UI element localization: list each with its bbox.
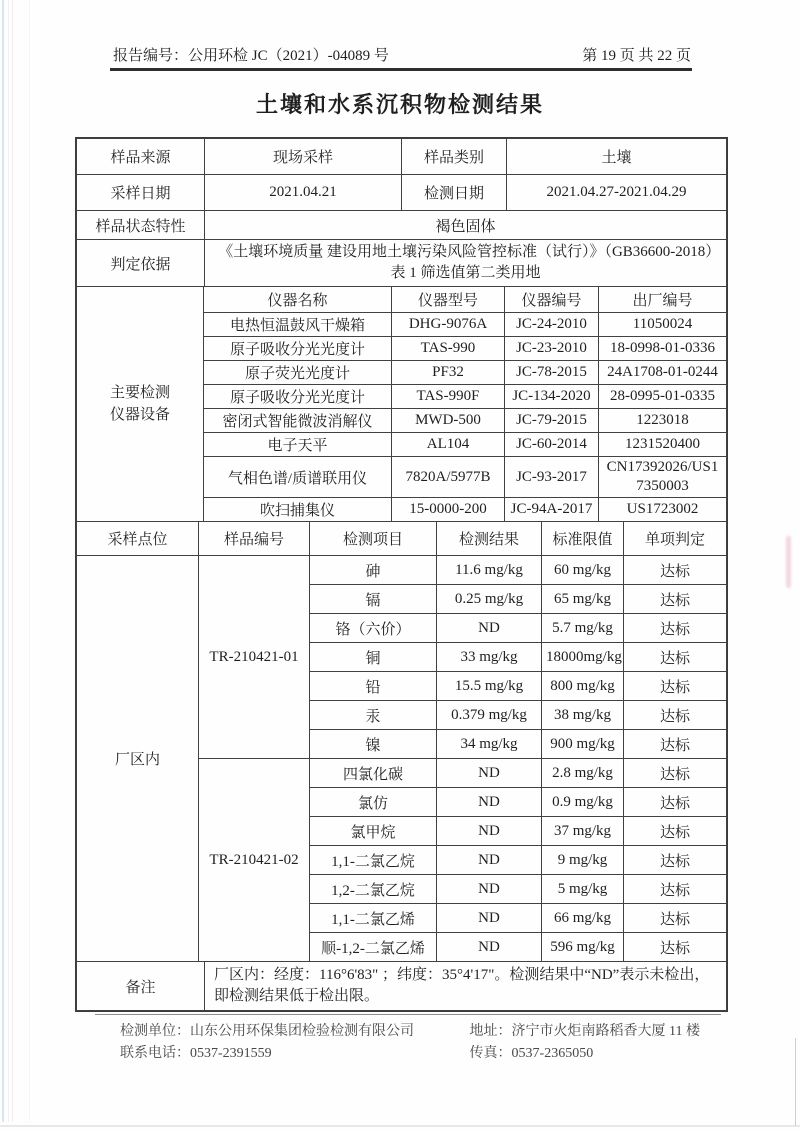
sample-info-row (77, 139, 727, 175)
judgment-cell: 达标 (624, 614, 727, 643)
instrument-model-cell: 15-0000-200 (392, 498, 505, 522)
standard-limit-cell: 900 mg/kg (542, 730, 624, 759)
test-item-cell: 四氯化碳 (310, 759, 437, 788)
judgment-cell: 达标 (624, 672, 727, 701)
instrument-serial-cell: JC-78-2015 (505, 361, 599, 385)
detection-results-table (76, 521, 727, 962)
instrument-serial-cell: JC-24-2010 (505, 313, 599, 337)
test-item-cell: 汞 (310, 701, 437, 730)
remark-label: 备注 (77, 962, 205, 1011)
test-result-cell: ND (437, 875, 542, 904)
test-item-cell: 1,2-二氯乙烷 (310, 875, 437, 904)
sampling-location-cell: 厂区内 (77, 556, 199, 962)
value-cell: 2021.04.21 (205, 175, 402, 211)
instrument-name-cell: 气相色谱/质谱联用仪 (204, 457, 392, 498)
standard-limit-cell: 800 mg/kg (542, 672, 624, 701)
test-result-cell: ND (437, 614, 542, 643)
judgment-cell: 达标 (624, 788, 727, 817)
instrument-model-cell: PF32 (392, 361, 505, 385)
judgment-cell: 达标 (624, 875, 727, 904)
standard-limit-cell: 18000mg/kg (542, 643, 624, 672)
test-result-cell: 15.5 mg/kg (437, 672, 542, 701)
report-header (113, 44, 691, 65)
test-item-cell: 镍 (310, 730, 437, 759)
instrument-serial-cell: JC-23-2010 (505, 337, 599, 361)
test-item-cell: 铬（六价） (310, 614, 437, 643)
test-item-cell: 顺-1,2-二氯乙烯 (310, 933, 437, 962)
column-header: 出厂编号 (599, 287, 727, 313)
section-label-line: 主要检测 (109, 385, 170, 401)
instrument-model-cell: AL104 (392, 433, 505, 457)
column-header: 检测项目 (310, 522, 437, 556)
instrument-model-cell: MWD-500 (392, 409, 505, 433)
column-header: 检测结果 (437, 522, 542, 556)
test-result-cell: 34 mg/kg (437, 730, 542, 759)
instrument-name-cell: 电子天平 (204, 433, 392, 457)
label-cell: 检测日期 (402, 175, 507, 211)
factory-serial-cell: 1231520400 (599, 433, 727, 457)
factory-serial-cell: 28-0995-01-0335 (599, 385, 727, 409)
factory-serial-cell: 11050024 (599, 313, 727, 337)
judgment-cell: 达标 (624, 817, 727, 846)
instrument-name-cell: 密闭式智能微波消解仪 (204, 409, 392, 433)
test-item-cell: 氯甲烷 (310, 817, 437, 846)
scan-artifact-ink-bleed (786, 536, 791, 588)
label-cell: 样品来源 (77, 139, 205, 175)
column-header: 单项判定 (624, 522, 727, 556)
instrument-model-cell: TAS-990 (392, 337, 505, 361)
column-header: 样品编号 (199, 522, 310, 556)
instrument-model-cell: DHG-9076A (392, 313, 505, 337)
header-rule (110, 68, 692, 71)
test-result-cell: 0.25 mg/kg (437, 585, 542, 614)
test-result-cell: ND (437, 788, 542, 817)
standard-limit-cell: 5.7 mg/kg (542, 614, 624, 643)
label-cell: 判定依据 (77, 240, 205, 287)
test-result-cell: ND (437, 817, 542, 846)
sample-state-row (77, 211, 727, 240)
standard-limit-cell: 38 mg/kg (542, 701, 624, 730)
label-cell: 样品状态特性 (77, 211, 205, 240)
column-header: 仪器编号 (505, 287, 599, 313)
instrument-name-cell: 原子荧光光度计 (204, 361, 392, 385)
test-result-cell: 33 mg/kg (437, 643, 542, 672)
column-header: 采样点位 (77, 522, 199, 556)
label-cell: 样品类别 (402, 139, 507, 175)
instrument-serial-cell: JC-79-2015 (505, 409, 599, 433)
value-cell: 土壤 (507, 139, 727, 175)
footer-phone: 联系电话：0537-2391559 (120, 1046, 272, 1061)
test-result-cell: ND (437, 904, 542, 933)
document-title: 土壤和水系沉积物检测结果 (255, 92, 544, 117)
test-item-cell: 铜 (310, 643, 437, 672)
remark-row (77, 962, 727, 1011)
instrument-model-cell: 7820A/5977B (392, 457, 505, 498)
instrument-serial-cell: JC-93-2017 (505, 457, 599, 498)
instruments-table (76, 286, 727, 522)
factory-serial-cell: 1223018 (599, 409, 727, 433)
scan-artifact-right-line (795, 1038, 796, 1126)
instrument-serial-cell: JC-60-2014 (505, 433, 599, 457)
judgment-basis-row (77, 240, 727, 287)
standard-limit-cell: 9 mg/kg (542, 846, 624, 875)
factory-serial-cell: 18-0998-01-0336 (599, 337, 727, 361)
sample-id-cell: TR-210421-01 (199, 556, 310, 759)
value-cell: 2021.04.27-2021.04.29 (507, 175, 727, 211)
label-cell: 采样日期 (77, 175, 205, 211)
judgment-cell: 达标 (624, 759, 727, 788)
scan-artifact-left-edge (0, 0, 34, 1122)
column-header: 仪器名称 (204, 287, 392, 313)
column-header: 仪器型号 (392, 287, 505, 313)
test-result-cell: ND (437, 846, 542, 875)
judgment-cell: 达标 (624, 730, 727, 759)
test-item-cell: 1,1-二氯乙烷 (310, 846, 437, 875)
footer-address: 地址：济宁市火炬南路稻香大厦 11 楼 (469, 1024, 701, 1039)
page-number: 第 19 页 共 22 页 (582, 48, 691, 64)
factory-serial-cell: 24A1708-01-0244 (599, 361, 727, 385)
report-number: 报告编号：公用环检 JC（2021）-04089 号 (113, 48, 389, 64)
instruments-section-label (77, 287, 204, 522)
test-result-cell: ND (437, 933, 542, 962)
footer-fax: 传真：0537-2365050 (469, 1046, 594, 1061)
judgment-cell: 达标 (624, 701, 727, 730)
instrument-name-cell: 原子吸收分光光度计 (204, 337, 392, 361)
factory-serial-cell: CN17392026/US17350003 (599, 457, 727, 498)
standard-limit-cell: 0.9 mg/kg (542, 788, 624, 817)
test-result-cell: 0.379 mg/kg (437, 701, 542, 730)
remark-text: 厂区内：经度：116°6'83" ；纬度：35°4'17"。检测结果中“ND”表示未检出，即检测结果低于检出限。 (205, 962, 727, 1011)
test-result-cell: 11.6 mg/kg (437, 556, 542, 585)
standard-limit-cell: 66 mg/kg (542, 904, 624, 933)
instrument-name-cell: 吹扫捕集仪 (204, 498, 392, 522)
judgment-cell: 达标 (624, 643, 727, 672)
test-item-cell: 铅 (310, 672, 437, 701)
instrument-serial-cell: JC-94A-2017 (505, 498, 599, 522)
remark-table (76, 961, 727, 1011)
instrument-name-cell: 原子吸收分光光度计 (204, 385, 392, 409)
standard-limit-cell: 65 mg/kg (542, 585, 624, 614)
standard-limit-cell: 60 mg/kg (542, 556, 624, 585)
test-item-cell: 1,1-二氯乙烯 (310, 904, 437, 933)
sample-info-table (76, 138, 727, 287)
value-cell: 《土壤环境质量 建设用地土壤污染风险管控标准（试行）》（GB36600-2018）表 1 筛选值第二类用地 (205, 240, 727, 287)
sample-info-row (77, 175, 727, 211)
results-header-row (77, 522, 727, 556)
scan-artifact-bottom-edge (0, 1125, 800, 1127)
instrument-model-cell: TAS-990F (392, 385, 505, 409)
judgment-cell: 达标 (624, 846, 727, 875)
section-label-line: 仪器设备 (109, 407, 170, 423)
sample-id-cell: TR-210421-02 (199, 759, 310, 962)
judgment-cell: 达标 (624, 933, 727, 962)
standard-limit-cell: 5 mg/kg (542, 875, 624, 904)
standard-limit-cell: 37 mg/kg (542, 817, 624, 846)
instruments-header-row (77, 287, 727, 313)
instrument-name-cell: 电热恒温鼓风干燥箱 (204, 313, 392, 337)
judgment-cell: 达标 (624, 904, 727, 933)
test-result-cell: ND (437, 759, 542, 788)
value-cell: 褐色固体 (205, 211, 727, 240)
test-item-cell: 镉 (310, 585, 437, 614)
page-footer (95, 1014, 721, 1064)
result-row (77, 556, 727, 585)
factory-serial-cell: US1723002 (599, 498, 727, 522)
value-cell: 现场采样 (205, 139, 402, 175)
standard-limit-cell: 596 mg/kg (542, 933, 624, 962)
instrument-serial-cell: JC-134-2020 (505, 385, 599, 409)
column-header: 标准限值 (542, 522, 624, 556)
standard-limit-cell: 2.8 mg/kg (542, 759, 624, 788)
judgment-cell: 达标 (624, 585, 727, 614)
test-item-cell: 砷 (310, 556, 437, 585)
results-report-table (75, 137, 728, 1012)
footer-test-unit: 检测单位：山东公用环保集团检验检测有限公司 (120, 1024, 414, 1039)
judgment-cell: 达标 (624, 556, 727, 585)
test-item-cell: 氯仿 (310, 788, 437, 817)
